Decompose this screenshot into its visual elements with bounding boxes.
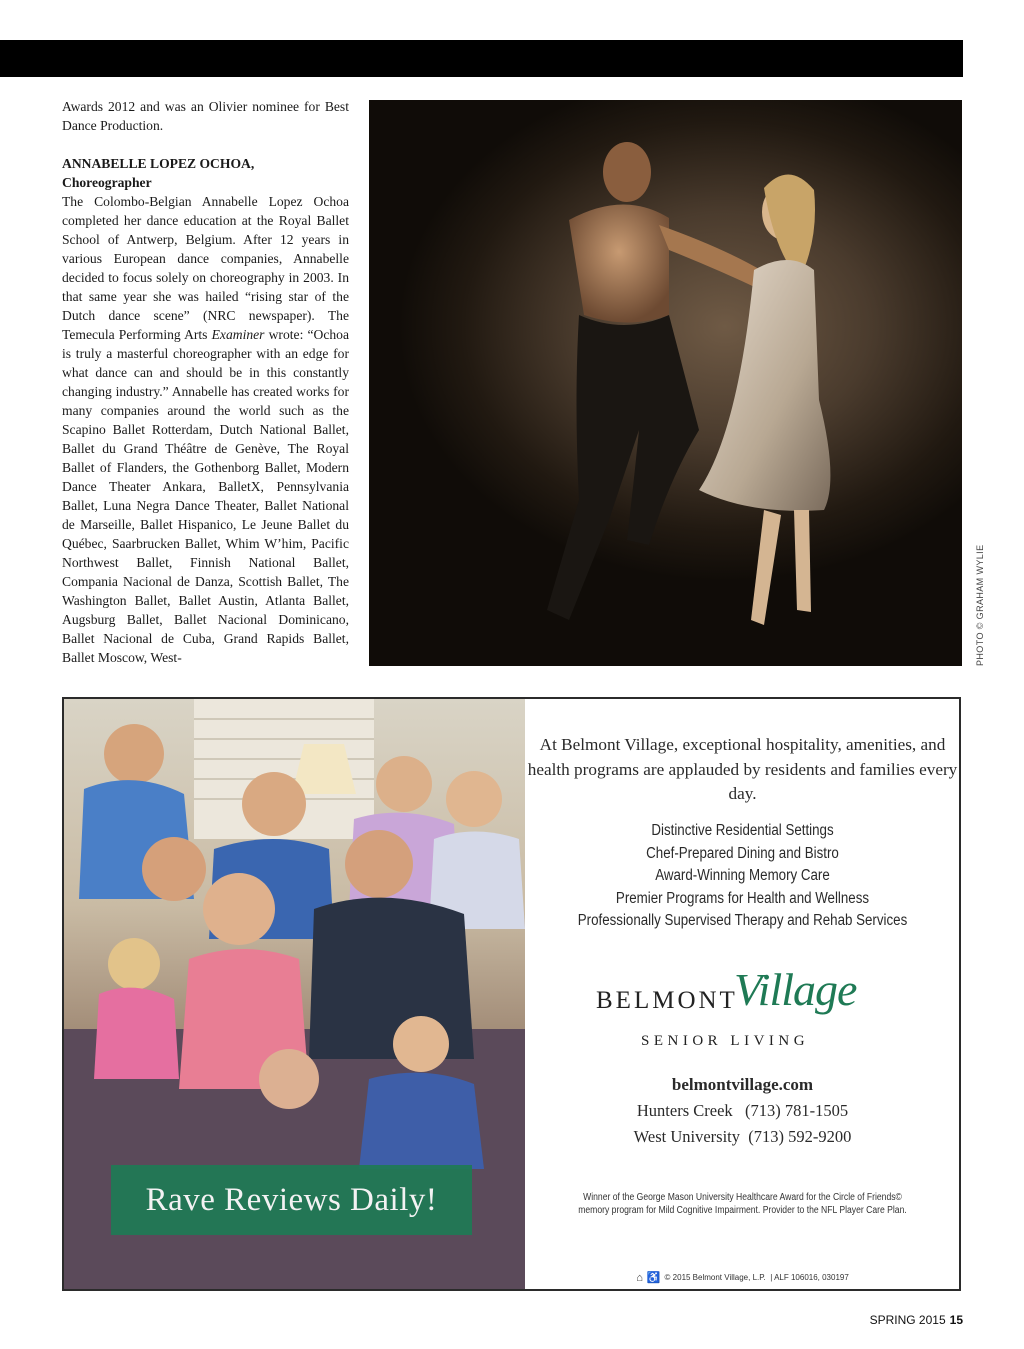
article-column <box>62 97 349 667</box>
ad-intro: At Belmont Village, exceptional hospitality, amenities, and health programs are applauded by residents and families every day. <box>527 735 958 803</box>
logo-tagline: SENIOR LIVING <box>641 1033 810 1049</box>
ad-copy <box>526 699 959 1289</box>
accessibility-icon: ♿ <box>646 1272 661 1284</box>
page-number: 15 <box>949 1313 963 1327</box>
profile-bio: The Colombo-Belgian Annabelle Lopez Ochoa completed her dance education at the Royal Ballet School of Antwerp, Belgium. After 12 years in various European dance companies, Annabelle decided to focus solely on choreography in 2003. In that same year she was hailed “rising star of the Dutch dance scene” (NRC newspaper). The Temecula Performing Arts Examiner wrote: “Ochoa is truly a masterful choreographer with an edge for what dance can and should be in this constantly changing industry.” Annabelle has created works for many companies around the world such as the Scapino Ballet Rotterdam, Dutch National Ballet, Ballet du Grand Théâtre de Genève, The Royal Ballet of Flanders, the Gothenborg Ballet, Modern Dance Theater Ankara, BalletX, Pennsylvania Ballet, Luna Negra Dance Theater, Ballet National de Marseille, Ballet Hispanico, Le Jeune Ballet du Québec, Saarbrucken Ballet, Whim W’him, Pacific Northwest Ballet, Finnish National Ballet, Compania Nacional de Danza, Scottish Ballet, The Washington Ballet, Ballet Austin, Atlanta Ballet, Augsburg Ballet, Ballet Nacional Dominicano, Ballet Nacional de Cuba, Grand Rapids Ballet, Ballet Moscow, West- <box>62 194 349 665</box>
phone-west-university: West University (713) 592-9200 <box>633 1127 852 1146</box>
feature-item: Distinctive Residential Settings <box>651 822 834 839</box>
feature-item: Professionally Supervised Therapy and Rehab Services <box>577 912 908 930</box>
profile-name: ANNABELLE LOPEZ OCHOA, <box>62 156 255 171</box>
logo-village: Village <box>734 964 857 1015</box>
header-bar <box>0 40 963 77</box>
rave-reviews-text: Rave Reviews Daily! <box>145 1181 438 1218</box>
family-photo <box>64 699 525 1289</box>
belmont-village-ad <box>62 697 961 1291</box>
contact-info <box>526 1072 959 1150</box>
feature-item: Premier Programs for Health and Wellness <box>615 889 870 907</box>
phone-hunters-creek: Hunters Creek (713) 781-1505 <box>636 1101 849 1120</box>
feature-list <box>556 820 928 933</box>
award-note <box>556 1191 928 1217</box>
feature-item: Chef-Prepared Dining and Bistro <box>646 844 839 862</box>
award-line: memory program for Mild Cognitive Impairment. Provider to the NFL Player Care Plan. <box>578 1205 907 1216</box>
rave-reviews-banner <box>111 1165 472 1235</box>
profile-role: Choreographer <box>62 175 152 190</box>
belmont-village-logo <box>526 964 959 1069</box>
award-line: Winner of the George Mason University Healthcare Award for the Circle of Friends© <box>583 1192 902 1203</box>
dancers-photo <box>369 100 962 666</box>
equal-housing-icon: ⌂ <box>636 1271 643 1284</box>
issue-label: SPRING 2015 <box>869 1313 946 1327</box>
page-footer <box>870 1313 963 1327</box>
feature-item: Award-Winning Memory Care <box>655 867 830 885</box>
publication-name: Examiner <box>211 327 265 342</box>
photo-credit: PHOTO © GRAHAM WYLIE <box>975 544 985 666</box>
copyright-text: © 2015 Belmont Village, L.P. | ALF 106016, 030197 <box>664 1273 849 1282</box>
website-link[interactable]: belmontvillage.com <box>671 1075 814 1094</box>
continued-paragraph: Awards 2012 and was an Olivier nominee for Best Dance Production. <box>62 99 349 133</box>
logo-belmont: BELMONT <box>596 987 738 1014</box>
copyright-line <box>526 1271 959 1284</box>
